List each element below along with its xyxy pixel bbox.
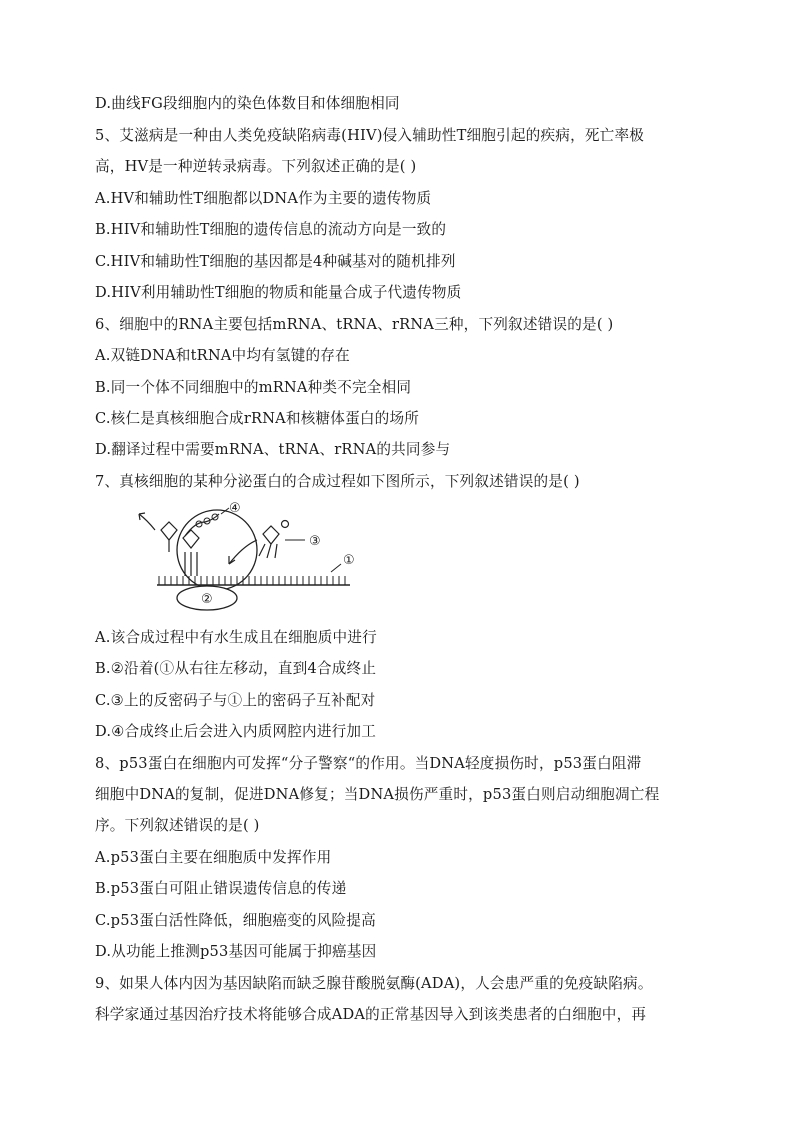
q6-option-a: A.双链DNA和tRNA中均有氢键的存在 xyxy=(95,347,350,364)
q9-stem-line-1: 9、如果人体内因为基因缺陷而缺乏腺苷酸脱氨酶(ADA)，人会患严重的免疫缺陷病。 xyxy=(95,975,653,992)
q8-option-b: B.p53蛋白可阻止错误遗传信息的传递 xyxy=(95,880,347,897)
q7-stem: 7、真核细胞的某种分泌蛋白的合成过程如下图所示，下列叙述错误的是( ) xyxy=(95,473,580,490)
label-1: ① xyxy=(343,553,355,568)
q8-stem-line-1: 8、p53蛋白在细胞内可发挥“分子警察“的作用。当DNA轻度损伤时，p53蛋白阻滞 xyxy=(95,755,642,772)
label-2: ② xyxy=(201,592,213,607)
q8-stem-line-2: 细胞中DNA的复制，促进DNA修复；当DNA损伤严重时，p53蛋白则启动细胞凋亡程 xyxy=(95,786,660,803)
ribosome-large-subunit xyxy=(177,510,257,590)
q8-option-d: D.从功能上推测p53基因可能属于抑癌基因 xyxy=(95,943,377,960)
q7-option-b: B.②沿着(①从右往左移动，直到4合成终止 xyxy=(95,660,377,677)
q5-option-c: C.HIV和辅助性T细胞的基因都是4种碱基对的随机排列 xyxy=(95,253,456,270)
q8-option-a: A.p53蛋白主要在细胞质中发挥作用 xyxy=(95,849,332,866)
q8-stem-line-3: 序。下列叙述错误的是( ) xyxy=(95,817,260,834)
q6-option-b: B.同一个体不同细胞中的mRNA种类不完全相同 xyxy=(95,379,412,396)
q5-option-b: B.HIV和辅助性T细胞的遗传信息的流动方向是一致的 xyxy=(95,221,447,238)
q5-stem-line-1: 5、艾滋病是一种由人类免疫缺陷病毒(HIV)侵入辅助性T细胞引起的疾病，死亡率极 xyxy=(95,127,645,144)
q6-option-c: C.核仁是真核细胞合成rRNA和核糖体蛋白的场所 xyxy=(95,410,420,427)
q5-option-a: A.HV和辅助性T细胞都以DNA作为主要的遗传物质 xyxy=(95,190,432,207)
translation-diagram xyxy=(125,500,365,615)
q9-stem-line-2: 科学家通过基因治疗技术将能够合成ADA的正常基因导入到该类患者的白细胞中，再 xyxy=(95,1006,647,1023)
label-3: ③ xyxy=(309,534,321,549)
q6-stem: 6、细胞中的RNA主要包括mRNA、tRNA、rRNA三种，下列叙述错误的是( ) xyxy=(95,316,614,333)
q6-option-d: D.翻译过程中需要mRNA、tRNA、rRNA的共同参与 xyxy=(95,441,451,458)
q7-option-d: D.④合成终止后会进入内质网腔内进行加工 xyxy=(95,723,376,740)
q4-option-d: D.曲线FG段细胞内的染色体数目和体细胞相同 xyxy=(95,95,400,112)
translation-diagram-svg xyxy=(125,500,365,615)
label-4: ④ xyxy=(229,501,241,516)
q7-option-a: A.该合成过程中有水生成且在细胞质中进行 xyxy=(95,629,377,646)
q8-option-c: C.p53蛋白活性降低，细胞癌变的风险提高 xyxy=(95,912,376,929)
q5-stem-line-2: 高，HV是一种逆转录病毒。下列叙述正确的是( ) xyxy=(95,158,417,175)
q7-option-c: C.③上的反密码子与①上的密码子互补配对 xyxy=(95,692,376,709)
q5-option-d: D.HIV利用辅助性T细胞的物质和能量合成子代遗传物质 xyxy=(95,284,462,301)
